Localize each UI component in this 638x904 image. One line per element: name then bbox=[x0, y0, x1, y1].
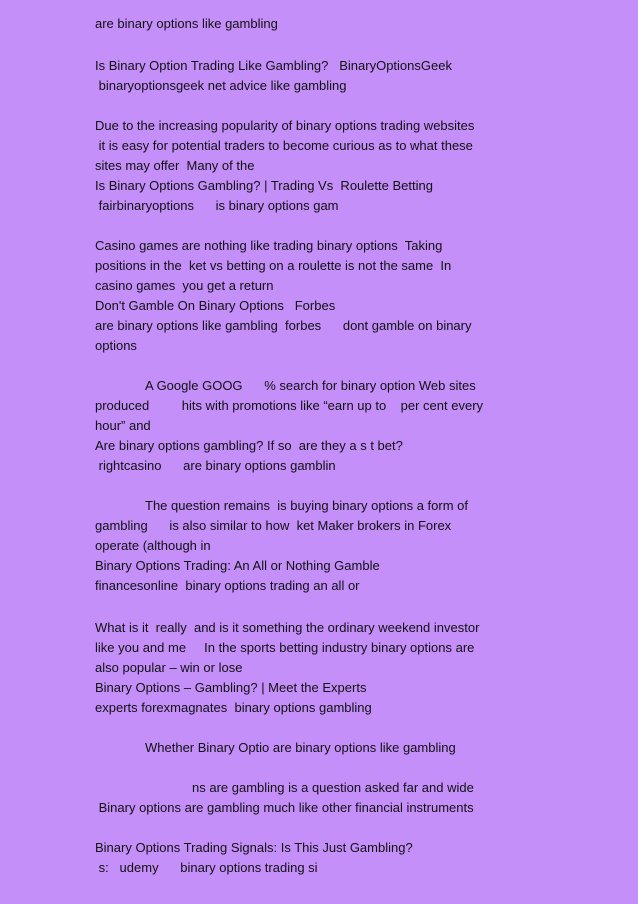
text-line: s: udemy binary options trading si bbox=[95, 860, 318, 875]
text-line: financesonline binary options trading an all or bbox=[95, 578, 360, 593]
text-line: are binary options like gambling bbox=[95, 16, 278, 31]
text-line: fairbinaryoptions is binary options gam bbox=[95, 198, 339, 213]
text-line: rightcasino are binary options gamblin bbox=[95, 458, 336, 473]
text-line: What is it really and is it something the ordinary weekend investor bbox=[95, 620, 480, 635]
text-line: are binary options like gambling forbes dont gamble on binary bbox=[95, 318, 472, 333]
text-line: sites may offer Many of the bbox=[95, 158, 255, 173]
text-line: Are binary options gambling? If so are they a s t bet? bbox=[95, 438, 403, 453]
text-line: gambling is also similar to how ket Maker brokers in Forex bbox=[95, 518, 452, 533]
text-line: Binary options are gambling much like other financial instruments bbox=[95, 800, 474, 815]
text-line: binaryoptionsgeek net advice like gambling bbox=[95, 78, 347, 93]
text-line: ns are gambling is a question asked far and wide bbox=[192, 780, 474, 795]
text-line: also popular – win or lose bbox=[95, 660, 243, 675]
text-line: hour” and bbox=[95, 418, 151, 433]
text-line: options bbox=[95, 338, 137, 353]
text-line: like you and me In the sports betting industry binary options are bbox=[95, 640, 475, 655]
text-line: Due to the increasing popularity of binary options trading websites bbox=[95, 118, 475, 133]
text-line: Binary Options Trading Signals: Is This Just Gambling? bbox=[95, 840, 413, 855]
text-line: The question remains is buying binary options a form of bbox=[145, 498, 469, 513]
text-line: produced hits with promotions like “earn up to per cent every bbox=[95, 398, 484, 413]
text-line: Casino games are nothing like trading binary options Taking bbox=[95, 238, 443, 253]
text-line: Binary Options – Gambling? | Meet the Experts bbox=[95, 680, 367, 695]
text-line: experts forexmagnates binary options gambling bbox=[95, 700, 372, 715]
text-line: positions in the ket vs betting on a roulette is not the same In bbox=[95, 258, 452, 273]
text-line: casino games you get a return bbox=[95, 278, 274, 293]
text-line: A Google GOOG % search for binary option Web sites bbox=[145, 378, 476, 393]
text-line: Is Binary Option Trading Like Gambling? BinaryOptionsGeek bbox=[95, 58, 452, 73]
text-line: Is Binary Options Gambling? | Trading Vs Roulette Betting bbox=[95, 178, 433, 193]
text-line: it is easy for potential traders to become curious as to what these bbox=[95, 138, 473, 153]
text-line: Binary Options Trading: An All or Nothing Gamble bbox=[95, 558, 380, 573]
text-line: operate (although in bbox=[95, 538, 211, 553]
text-line: Don't Gamble On Binary Options Forbes bbox=[95, 298, 336, 313]
text-line: Whether Binary Optio are binary options like gambling bbox=[145, 740, 456, 755]
